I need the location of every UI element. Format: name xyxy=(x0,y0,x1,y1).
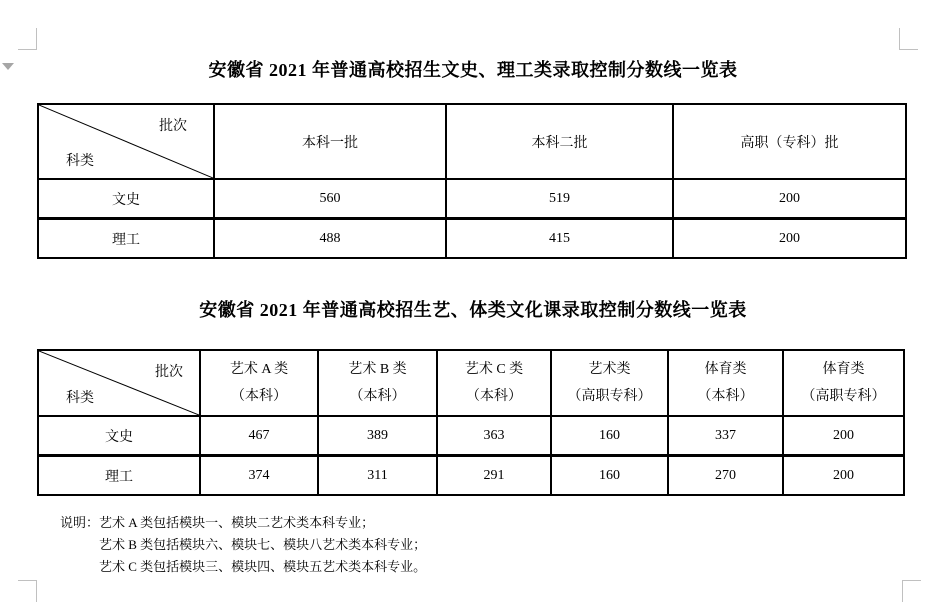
score-cell: 363 xyxy=(437,416,551,456)
score-cell: 488 xyxy=(214,219,446,259)
text-boundary-mark-bottom-right xyxy=(902,580,921,602)
corner-label-batch: 批次 xyxy=(155,365,183,380)
score-cell: 389 xyxy=(318,416,437,456)
page-title-yiti-table: 安徽省 2021 年普通高校招生艺、体类文化课录取控制分数线一览表 xyxy=(199,300,747,320)
column-header-art-gaozhi xyxy=(551,350,668,416)
row-label-wenshi: 文史 xyxy=(38,416,200,456)
score-cell: 160 xyxy=(551,456,668,496)
row-label-wenshi: 文史 xyxy=(38,179,214,219)
header-line1: 艺术 A 类 xyxy=(229,361,289,377)
score-cell: 337 xyxy=(668,416,783,456)
score-cell: 519 xyxy=(446,179,673,219)
header-line2: （本科） xyxy=(231,388,287,404)
column-header-benke-erpi: 本科二批 xyxy=(446,104,673,179)
note-line: 艺术 C 类包括模块三、模块四、模块五艺术类本科专业。 xyxy=(99,559,427,574)
text-boundary-mark-bottom-left xyxy=(18,580,37,602)
score-cell: 200 xyxy=(783,456,904,496)
column-header-gaozhi: 高职（专科）批 xyxy=(673,104,906,179)
column-header-art-c xyxy=(437,350,551,416)
row-label-ligong: 理工 xyxy=(38,219,214,259)
corner-label-subject: 科类 xyxy=(66,154,94,169)
column-header-art-b xyxy=(318,350,437,416)
table-art-sports-score-lines xyxy=(37,349,905,496)
diagonal-corner-cell xyxy=(38,350,200,416)
header-line1: 体育类 xyxy=(704,361,747,377)
score-cell: 200 xyxy=(783,416,904,456)
header-line1: 体育类 xyxy=(822,361,865,377)
column-header-sports-benke xyxy=(668,350,783,416)
header-line2: （高职专科） xyxy=(567,388,652,404)
column-header-benke-yipi: 本科一批 xyxy=(214,104,446,179)
header-line2: （本科） xyxy=(466,388,522,404)
score-cell: 200 xyxy=(673,179,906,219)
note-line: 艺术 B 类包括模块六、模块七、模块八艺术类本科专业； xyxy=(99,537,427,552)
score-cell: 374 xyxy=(200,456,318,496)
score-cell: 311 xyxy=(318,456,437,496)
score-cell: 415 xyxy=(446,219,673,259)
header-line2: （高职专科） xyxy=(801,388,886,404)
corner-label-batch: 批次 xyxy=(159,119,187,134)
score-cell: 160 xyxy=(551,416,668,456)
score-cell: 200 xyxy=(673,219,906,259)
score-cell: 270 xyxy=(668,456,783,496)
row-label-ligong: 理工 xyxy=(38,456,200,496)
page-title-wenli-table: 安徽省 2021 年普通高校招生文史、理工类录取控制分数线一览表 xyxy=(208,60,738,80)
notes-block xyxy=(60,512,426,578)
score-cell: 560 xyxy=(214,179,446,219)
note-line: 艺术 A 类包括模块一、模块二艺术类本科专业； xyxy=(99,515,375,530)
corner-label-subject: 科类 xyxy=(66,391,94,406)
column-header-art-a xyxy=(200,350,318,416)
column-header-sports-gaozhi xyxy=(783,350,904,416)
notes-label: 说明： xyxy=(60,515,100,530)
text-boundary-mark-top-left xyxy=(18,28,37,50)
header-line1: 艺术 B 类 xyxy=(348,361,407,377)
header-line2: （本科） xyxy=(697,388,754,404)
header-line1: 艺术类 xyxy=(588,361,631,377)
header-line1: 艺术 C 类 xyxy=(464,361,524,377)
header-line2: （本科） xyxy=(349,388,406,404)
score-cell: 291 xyxy=(437,456,551,496)
table-wenli-score-lines xyxy=(37,103,907,259)
diagonal-corner-cell xyxy=(38,104,214,179)
score-cell: 467 xyxy=(200,416,318,456)
text-boundary-mark-top-right xyxy=(899,28,918,50)
notes-lines xyxy=(99,512,426,578)
